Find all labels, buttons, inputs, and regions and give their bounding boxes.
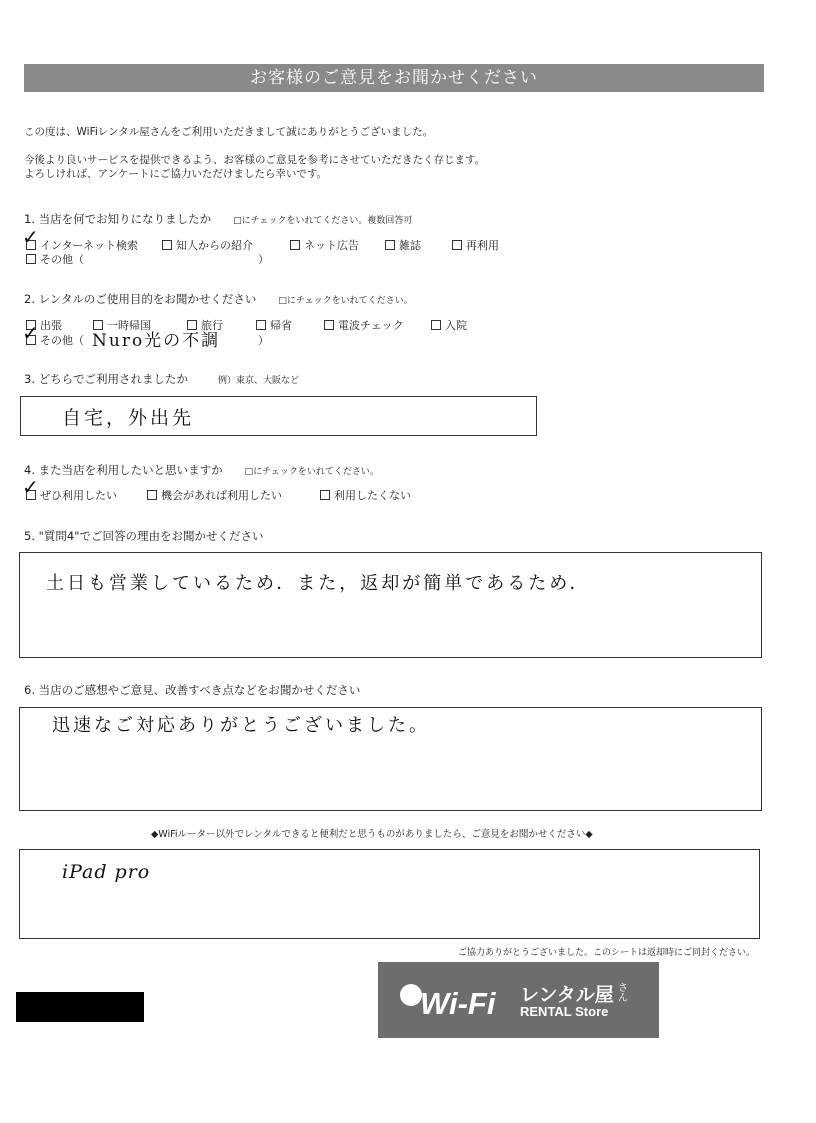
checkmark-icon: ✓ [22,321,39,345]
q1-option-label: 知人からの紹介 [176,239,253,252]
q6-answer: 迅速なご対応ありがとうございました。 [52,715,430,736]
q2-other-answer: Nuro光の不調 [92,331,221,351]
q4-note: □にチェックをいれてください。 [244,467,379,477]
q3-question: 3. どちらでご利用されましたか [24,372,189,386]
page-title: お客様のご意見をお聞かせください [24,64,764,92]
q2-option-label: 入院 [445,319,467,332]
q7-answer: iPad pro [62,861,151,883]
q2-option-signal-check[interactable] [324,317,404,333]
checkbox-icon[interactable] [452,240,462,250]
q2-option-label: 電波チェック [338,319,404,332]
q1-option-ad[interactable] [290,237,359,253]
q4-label [24,462,379,478]
q3-label [24,371,299,387]
intro-line-3: よろしければ、アンケートにご協力いただけましたら幸いです。 [24,168,328,180]
checkmark-icon: ✓ [22,225,39,249]
checkbox-icon[interactable] [147,490,157,500]
checkbox-icon[interactable] [26,254,36,264]
q4-question: 4. また当店を利用したいと思いますか [24,463,223,477]
logo-sub: RENTAL Store [520,1004,609,1019]
q1-question: 1. 当店を何でお知りになりましたか [24,212,212,226]
q3-answer: 自宅，外出先 [62,407,195,429]
q1-other-label: その他（ [40,253,84,266]
q1-option-label: インターネット検索 [40,239,139,252]
q5-answer-box[interactable] [19,552,762,658]
q5-answer: 土日も営業しているため．また，返却が簡単であるため． [46,573,591,594]
redacted-block [16,992,144,1022]
footer-thanks: ご協力ありがとうございました。このシートは返却時にご同封ください。 [458,948,756,958]
q1-note: □にチェックをいれてください。複数回答可 [233,216,413,226]
q1-option-magazine[interactable] [385,237,421,253]
q1-option-referral[interactable] [162,237,253,253]
q2-option-label: 一時帰国 [107,319,151,332]
checkbox-icon[interactable] [320,490,330,500]
checkmark-icon: ✓ [22,475,39,499]
q6-label: 6. 当店のご感想やご意見、改善すべき点などをお聞かせください [24,683,361,697]
checkbox-icon[interactable] [256,320,266,330]
q2-question: 2. レンタルのご使用目的をお聞かせください [24,292,257,306]
checkbox-icon[interactable] [431,320,441,330]
q2-label [24,291,413,307]
q4-option-label: ぜひ利用したい [40,489,117,502]
q1-option-label: ネット広告 [304,239,359,252]
q2-other-close: ） [258,334,269,347]
intro-line-2: 今後より良いサービスを提供できるよう、お客様のご意見を参考にさせていただきたく存じます。 [24,154,486,166]
q2-option-label: 出張 [40,319,62,332]
q2-option-hospital[interactable] [431,317,467,333]
q4-option-label: 機会があれば利用したい [161,489,282,502]
q4-option-definitely[interactable] [26,487,117,503]
q5-label: 5. "質問4"でご回答の理由をお聞かせください [24,529,264,543]
q1-other-close: ） [258,253,269,266]
q1-option-label: 再利用 [466,239,499,252]
checkbox-icon[interactable] [385,240,395,250]
crown-mascot-icon [400,984,422,1006]
logo-jp: レンタル屋 [520,984,614,1006]
q2-option-label: 旅行 [201,319,223,332]
intro-line-1: この度は、WiFiレンタル屋さんをご利用いただきまして誠にありがとうございました。 [24,126,434,138]
q2-other-label: その他（ [40,334,84,347]
q2-note: □にチェックをいれてください。 [278,296,413,306]
q1-option-label: 雑誌 [399,239,421,252]
q1-option-other[interactable] [26,251,84,267]
checkbox-icon[interactable] [324,320,334,330]
checkbox-icon[interactable] [290,240,300,250]
q4-option-maybe[interactable] [147,487,282,503]
checkbox-icon[interactable] [162,240,172,250]
logo-san: さん [618,983,628,1004]
q3-note: 例）東京、大阪など [218,376,300,386]
q1-option-reuse[interactable] [452,237,499,253]
q2-option-label: 帰省 [270,319,292,332]
q2-option-visit-home[interactable] [256,317,292,333]
logo-wifi: Wi-Fi [420,986,496,1021]
q4-option-label: 利用したくない [334,489,411,502]
q1-label [24,211,412,227]
q7-label: ◆WiFiルーター以外でレンタルできると便利だと思うものがありましたら、ご意見をお聞かせください◆ [151,829,593,840]
q4-option-no[interactable] [320,487,411,503]
